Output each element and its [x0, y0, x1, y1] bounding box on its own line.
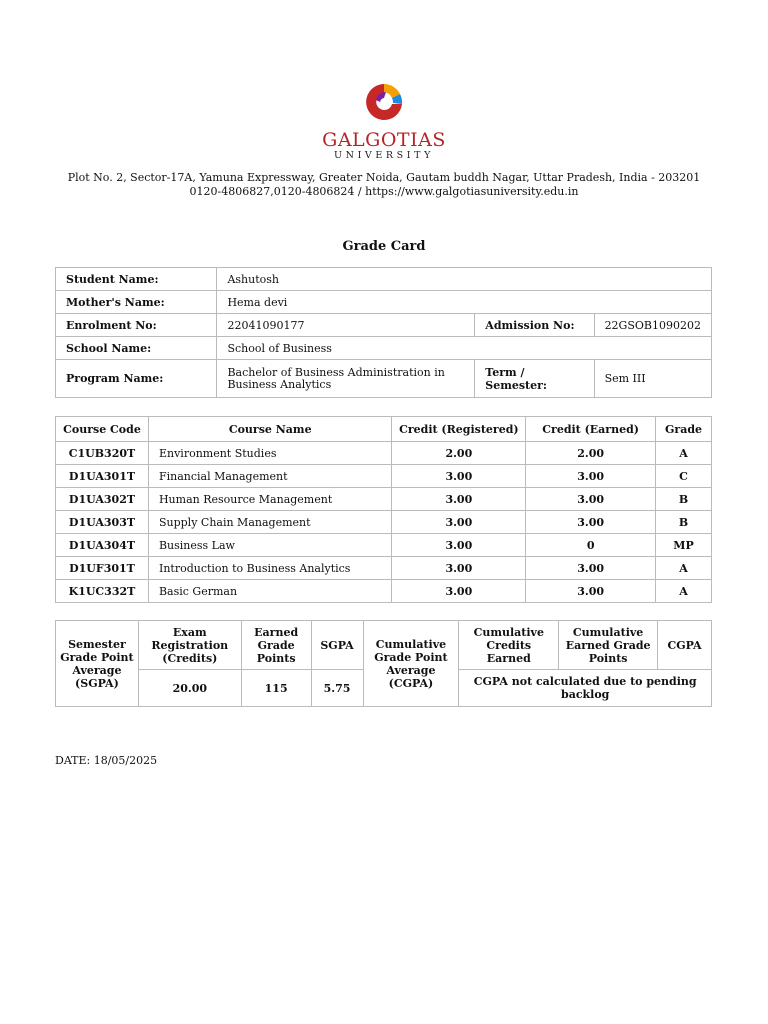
student-name-value: Ashutosh: [217, 268, 712, 291]
cgpa-short-heading: CGPA: [658, 621, 712, 670]
credit-registered-cell: 3.00: [392, 465, 526, 488]
credit-earned-cell: 3.00: [526, 488, 656, 511]
contact-line: 0120-4806827,0120-4806824 / https://www.galgotiasuniversity.edu.in: [189, 185, 579, 198]
table-row: [56, 488, 712, 511]
table-header-row: [56, 417, 712, 442]
school-label: School Name:: [56, 337, 217, 360]
grade-cell: MP: [656, 534, 712, 557]
course-code-cell: D1UF301T: [56, 557, 149, 580]
credit-registered-cell: 3.00: [392, 557, 526, 580]
student-info-table: [55, 267, 712, 398]
course-code-cell: C1UB320T: [56, 442, 149, 465]
school-value: School of Business: [217, 337, 712, 360]
credit-earned-cell: 3.00: [526, 511, 656, 534]
table-row: [56, 442, 712, 465]
table-row: [56, 621, 712, 670]
column-header: Course Code: [56, 417, 149, 442]
credit-registered-cell: 3.00: [392, 534, 526, 557]
university-logo: [0, 80, 768, 161]
term-value: Sem III: [594, 360, 711, 398]
table-row: [56, 465, 712, 488]
column-header: Credit (Registered): [392, 417, 526, 442]
courses-table: [55, 416, 712, 603]
grade-summary-table: [55, 620, 712, 707]
sgpa-heading: Semester Grade Point Average (SGPA): [56, 621, 139, 707]
table-row: [56, 314, 712, 337]
course-name-cell: Supply Chain Management: [148, 511, 391, 534]
courses-body: [56, 442, 712, 603]
course-code-cell: D1UA302T: [56, 488, 149, 511]
grade-cell: A: [656, 580, 712, 603]
table-row: [56, 268, 712, 291]
mother-name-label: Mother's Name:: [56, 291, 217, 314]
credit-earned-cell: 2.00: [526, 442, 656, 465]
table-row: [56, 580, 712, 603]
address-line: Plot No. 2, Sector-17A, Yamuna Expressway, Greater Noida, Gautam buddh Nagar, Uttar Pradesh, India - 203201: [67, 171, 701, 184]
course-code-cell: K1UC332T: [56, 580, 149, 603]
logo-subtitle: UNIVERSITY: [334, 150, 434, 161]
grade-cell: B: [656, 488, 712, 511]
program-value: Bachelor of Business Administration in Business Analytics: [217, 360, 475, 398]
sgpa-value: 5.75: [311, 670, 363, 707]
grade-cell: A: [656, 442, 712, 465]
course-code-cell: D1UA304T: [56, 534, 149, 557]
column-header: Course Name: [148, 417, 391, 442]
cumulative-grade-points-heading: Cumulative Earned Grade Points: [559, 621, 658, 670]
table-row: [56, 557, 712, 580]
cgpa-note: CGPA not calculated due to pending backlog: [459, 670, 712, 707]
enrolment-label: Enrolment No:: [56, 314, 217, 337]
logo-name: GALGOTIAS: [322, 129, 446, 151]
column-header: Grade: [656, 417, 712, 442]
course-name-cell: Introduction to Business Analytics: [148, 557, 391, 580]
table-row: [56, 360, 712, 398]
course-name-cell: Financial Management: [148, 465, 391, 488]
table-row: [56, 534, 712, 557]
table-row: [56, 511, 712, 534]
university-address: [0, 171, 768, 199]
grade-cell: A: [656, 557, 712, 580]
course-code-cell: D1UA303T: [56, 511, 149, 534]
page-title: Grade Card: [342, 239, 426, 254]
exam-registration-value: 20.00: [138, 670, 241, 707]
cgpa-heading: Cumulative Grade Point Average (CGPA): [363, 621, 459, 707]
course-name-cell: Environment Studies: [148, 442, 391, 465]
course-name-cell: Human Resource Management: [148, 488, 391, 511]
course-name-cell: Business Law: [148, 534, 391, 557]
cumulative-credits-heading: Cumulative Credits Earned: [459, 621, 559, 670]
table-row: [56, 291, 712, 314]
program-label: Program Name:: [56, 360, 217, 398]
table-row: [56, 337, 712, 360]
credit-earned-cell: 3.00: [526, 580, 656, 603]
earned-grade-points-heading: Earned Grade Points: [241, 621, 311, 670]
credit-registered-cell: 3.00: [392, 511, 526, 534]
column-header: Credit (Earned): [526, 417, 656, 442]
term-label: Term / Semester:: [475, 360, 594, 398]
credit-registered-cell: 2.00: [392, 442, 526, 465]
credit-earned-cell: 3.00: [526, 557, 656, 580]
admission-label: Admission No:: [475, 314, 594, 337]
course-name-cell: Basic German: [148, 580, 391, 603]
credit-registered-cell: 3.00: [392, 488, 526, 511]
student-name-label: Student Name:: [56, 268, 217, 291]
issue-date: DATE: 18/05/2025: [55, 754, 158, 767]
admission-value: 22GSOB1090202: [594, 314, 711, 337]
galgotias-emblem-icon: [362, 80, 406, 124]
enrolment-value: 22041090177: [217, 314, 475, 337]
mother-name-value: Hema devi: [217, 291, 712, 314]
exam-registration-heading: Exam Registration (Credits): [138, 621, 241, 670]
earned-grade-points-value: 115: [241, 670, 311, 707]
credit-earned-cell: 0: [526, 534, 656, 557]
credit-registered-cell: 3.00: [392, 580, 526, 603]
credit-earned-cell: 3.00: [526, 465, 656, 488]
grade-cell: B: [656, 511, 712, 534]
course-code-cell: D1UA301T: [56, 465, 149, 488]
sgpa-short-heading: SGPA: [311, 621, 363, 670]
grade-cell: C: [656, 465, 712, 488]
